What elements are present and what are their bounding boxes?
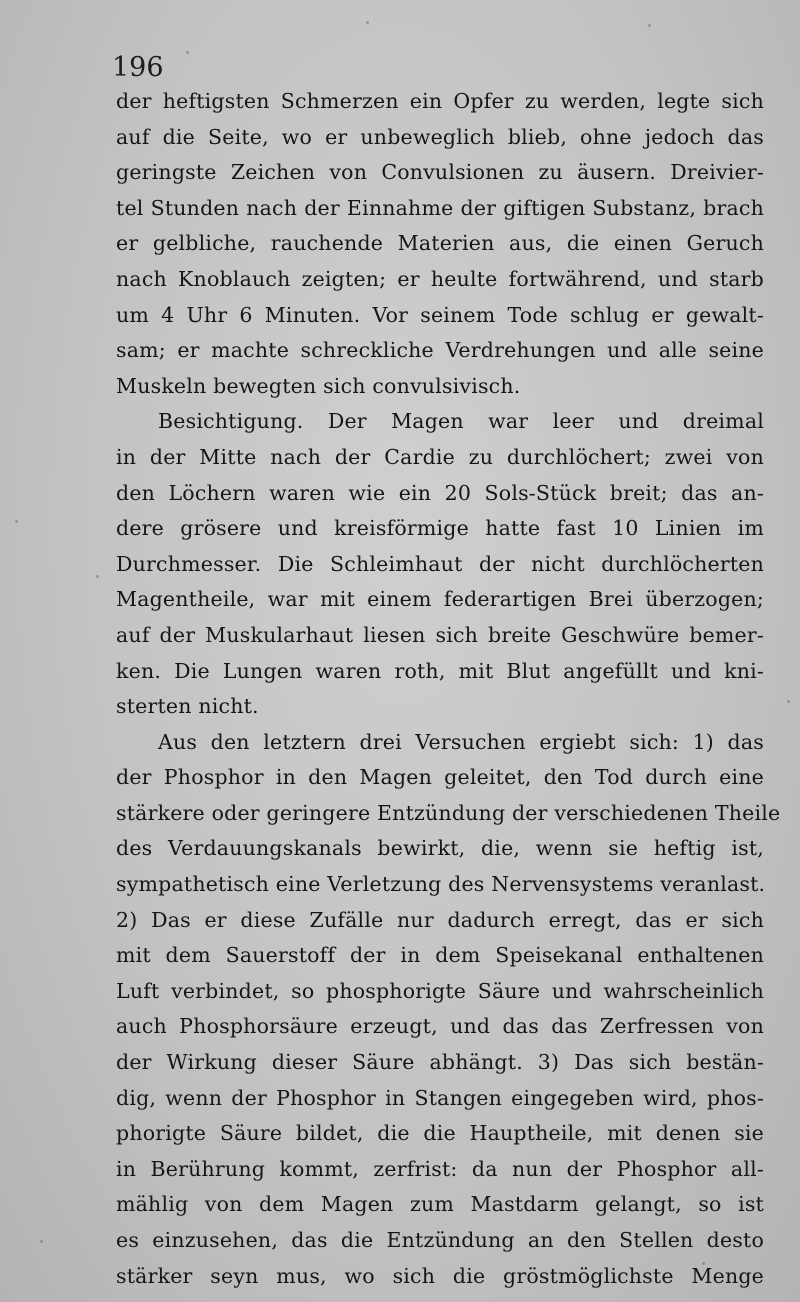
text-line: dig, wenn der Phosphor in Stangen eingegeben wird, phos- (116, 1085, 764, 1110)
text-line: des Verdauungskanals bewirkt, die, wenn sie heftig ist, (116, 836, 764, 861)
body-text (116, 84, 781, 1294)
paper-speck (648, 24, 651, 27)
text-line: sterten nicht. (116, 694, 259, 719)
text-line: Muskeln bewegten sich convulsivisch. (116, 373, 521, 398)
text-line: auch Phosphorsäure erzeugt, und das das Zerfressen von (116, 1014, 764, 1039)
paper-speck (96, 575, 99, 578)
text-line: Magentheile, war mit einem federartigen Brei überzogen; (116, 587, 764, 612)
text-line: nach Knoblauch zeigten; er heulte fortwährend, und starb (116, 266, 764, 291)
text-line: dere grösere und kreisförmige hatte fast 10 Linien im (116, 516, 764, 541)
text-line: sam; er machte schreckliche Verdrehungen und alle seine (116, 338, 764, 363)
paper-speck (787, 700, 790, 703)
text-line: ken. Die Lungen waren roth, mit Blut angefüllt und kni- (116, 658, 764, 683)
text-line: phorigte Säure bildet, die die Hauptheile, mit denen sie (116, 1121, 764, 1146)
text-line: der heftigsten Schmerzen ein Opfer zu werden, legte sich (116, 89, 764, 113)
text-line: 2) Das er diese Zufälle nur dadurch erregt, das er sich (116, 907, 764, 932)
paper-speck (15, 520, 18, 523)
text-line: Aus den letztern drei Versuchen ergiebt sich: 1) das (158, 729, 764, 754)
text-line: sympathetisch eine Verletzung des Nervensystems veranlast. (116, 872, 766, 897)
text-line: stärker seyn mus, wo sich die gröstmöglichste Menge (116, 1263, 764, 1288)
text-line: Luft verbindet, so phosphorigte Säure und wahrscheinlich (116, 978, 764, 1003)
paper-speck (366, 21, 369, 24)
text-line: stärkere oder geringere Entzündung der verschiedenen Theile (116, 800, 781, 825)
text-line: es einzusehen, das die Entzündung an den Stellen desto (116, 1228, 764, 1252)
text-line: den Löchern waren wie ein 20 Sols-Stück breit; das an- (116, 480, 764, 505)
text-line: um 4 Uhr 6 Minuten. Vor seinem Tode schlug er gewalt- (116, 302, 764, 327)
text-line: in der Mitte nach der Cardie zu durchlöchert; zwei von (116, 444, 764, 469)
text-line: Durchmesser. Die Schleimhaut der nicht durchlöcherten (116, 551, 764, 576)
text-line: der Wirkung dieser Säure abhängt. 3) Das sich bestän- (116, 1050, 764, 1075)
page-number: 196 (112, 52, 164, 83)
paper-speck (40, 1240, 43, 1243)
paper-speck (186, 51, 189, 54)
text-line: in Berührung kommt, zerfrist: da nun der Phosphor all- (116, 1156, 764, 1181)
text-line: mählig von dem Magen zum Mastdarm gelangt, so ist (116, 1192, 764, 1217)
text-line: geringste Zeichen von Convulsionen zu äusern. Dreivier- (116, 160, 764, 185)
text-line: mit dem Sauerstoff der in dem Speisekanal enthaltenen (116, 943, 764, 968)
text-line: der Phosphor in den Magen geleitet, den Tod durch eine (116, 765, 764, 790)
text-line: tel Stunden nach der Einnahme der giftigen Substanz, brach (116, 195, 764, 220)
text-line: auf die Seite, wo er unbeweglich blieb, ohne jedoch das (116, 124, 764, 149)
text-line: Besichtigung. Der Magen war leer und dreimal (158, 409, 764, 434)
text-line: er gelbliche, rauchende Materien aus, die einen Geruch (116, 231, 764, 256)
text-line: auf der Muskularhaut liesen sich breite Geschwüre bemer- (116, 622, 764, 647)
